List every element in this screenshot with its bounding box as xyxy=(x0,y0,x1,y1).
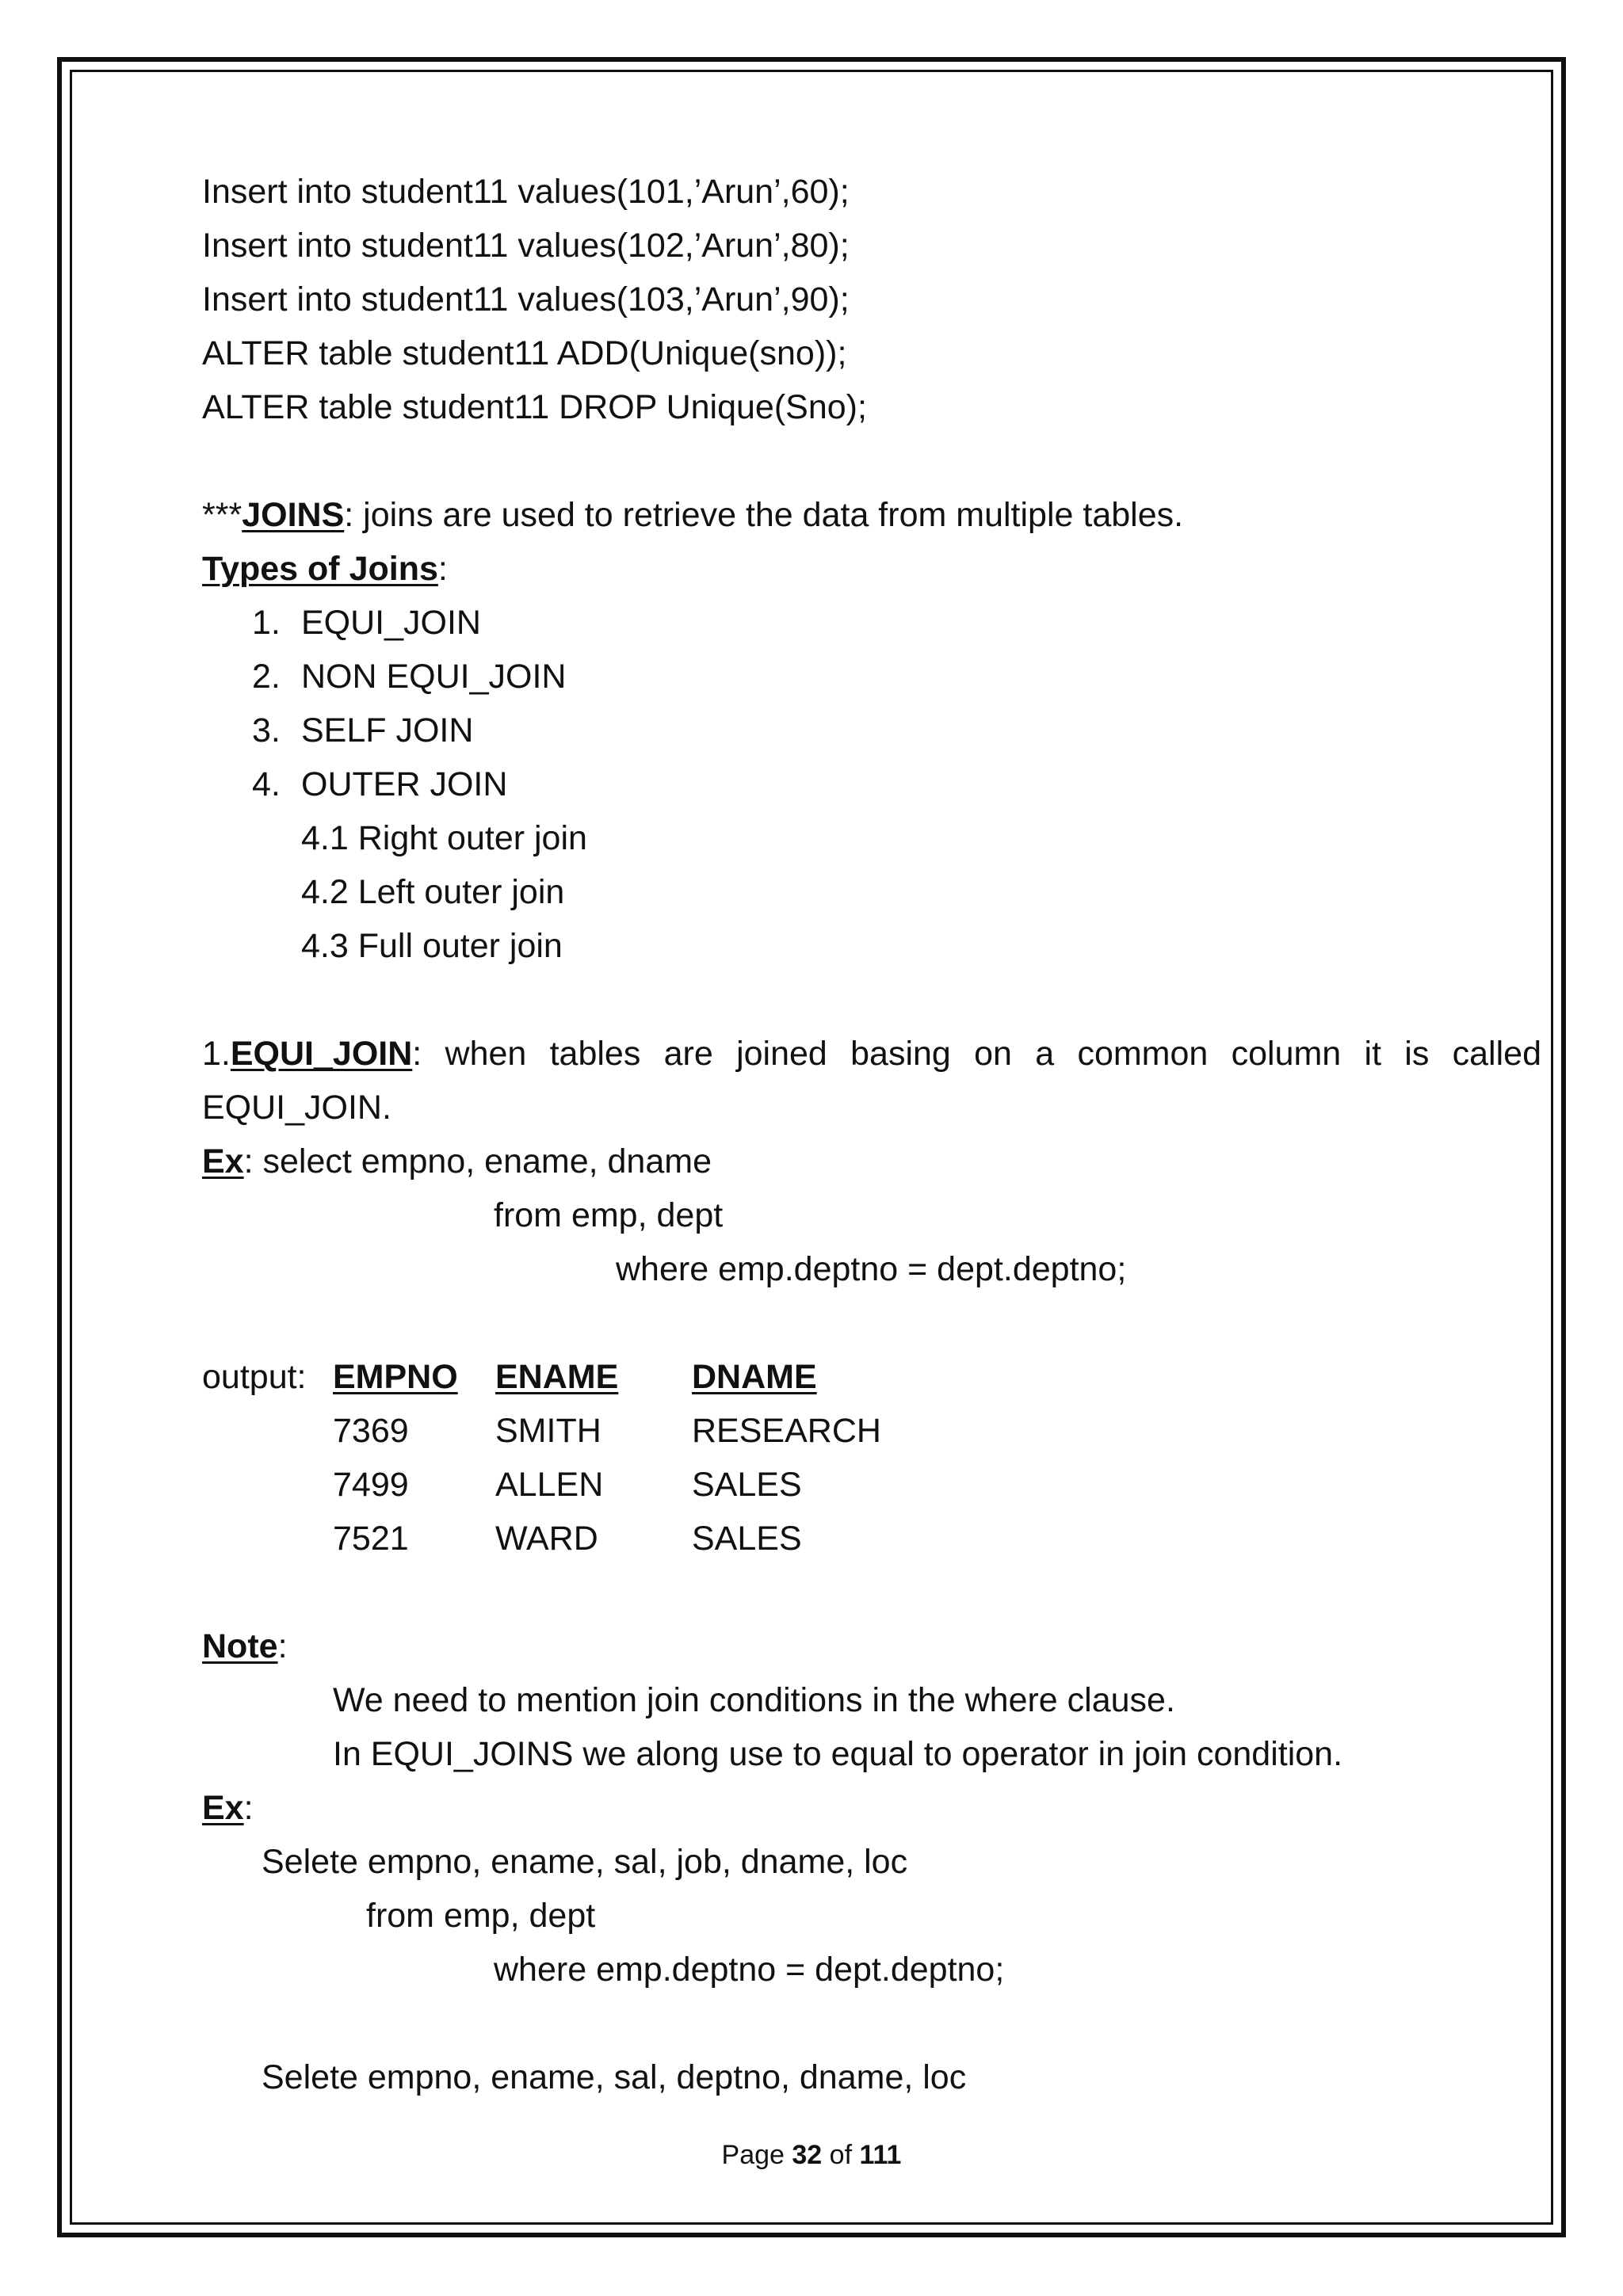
equi-join-definition: 1.EQUI_JOIN: when tables are joined basing on a common column it is called xyxy=(202,1035,1541,1073)
example2-heading: Ex: xyxy=(202,1789,254,1827)
column-header: ENAME xyxy=(495,1358,619,1396)
table-cell: 7369 xyxy=(333,1412,409,1450)
note-heading: Note: xyxy=(202,1627,288,1665)
list-item: 1. EQUI_JOIN xyxy=(252,604,481,642)
list-item: 2. NON EQUI_JOIN xyxy=(252,658,567,696)
equi-join-definition-cont: EQUI_JOIN. xyxy=(202,1089,391,1127)
example-where: where emp.deptno = dept.deptno; xyxy=(616,1250,1127,1288)
example3-select: Selete empno, ename, sal, deptno, dname, loc xyxy=(262,2058,967,2096)
example2-label: Ex xyxy=(202,1789,244,1827)
output-row xyxy=(202,1458,1541,1512)
sql-line: ALTER table student11 ADD(Unique(sno)); xyxy=(202,334,847,372)
list-item: 3. SELF JOIN xyxy=(252,711,474,749)
column-header: DNAME xyxy=(692,1358,817,1396)
output-row xyxy=(202,1512,1541,1566)
output-label: output: xyxy=(202,1358,307,1396)
sql-line: ALTER table student11 DROP Unique(Sno); xyxy=(202,388,867,426)
page-total: 111 xyxy=(859,2140,902,2170)
joins-term: JOINS xyxy=(242,496,345,534)
joins-definition-text: : joins are used to retrieve the data from multiple tables. xyxy=(344,496,1184,534)
note-label: Note xyxy=(202,1627,278,1665)
output-row xyxy=(202,1404,1541,1458)
note-line: In EQUI_JOINS we along use to equal to operator in join condition. xyxy=(333,1735,1343,1773)
example-from: from emp, dept xyxy=(494,1196,724,1234)
table-cell: WARD xyxy=(495,1520,598,1558)
column-header: EMPNO xyxy=(333,1358,458,1396)
example2-where: where emp.deptno = dept.deptno; xyxy=(494,1951,1005,1989)
sub-list-item: 4.2 Left outer join xyxy=(301,873,565,911)
equi-join-term: EQUI_JOIN xyxy=(230,1035,413,1073)
note-line: We need to mention join conditions in the where clause. xyxy=(333,1681,1175,1719)
example2-from: from emp, dept xyxy=(366,1897,596,1935)
sub-list-item: 4.3 Full outer join xyxy=(301,927,563,965)
example-select: Ex: select empno, ename, dname xyxy=(202,1142,712,1180)
output-header-row xyxy=(202,1350,1541,1404)
table-cell: SMITH xyxy=(495,1412,601,1450)
table-cell: ALLEN xyxy=(495,1466,604,1504)
table-cell: RESEARCH xyxy=(692,1412,881,1450)
sub-list-item: 4.1 Right outer join xyxy=(301,819,587,857)
page-footer: Page 32 of 111 xyxy=(721,2140,902,2170)
page-number: 32 xyxy=(792,2140,823,2170)
example-label: Ex xyxy=(202,1142,244,1180)
example2-select: Selete empno, ename, sal, job, dname, loc xyxy=(262,1843,908,1881)
types-of-joins-term: Types of Joins xyxy=(202,550,438,588)
sql-line: Insert into student11 values(103,’Arun’,90); xyxy=(202,280,850,318)
table-cell: 7499 xyxy=(333,1466,409,1504)
sql-line: Insert into student11 values(102,’Arun’,80); xyxy=(202,227,850,265)
table-cell: 7521 xyxy=(333,1520,409,1558)
table-cell: SALES xyxy=(692,1466,802,1504)
types-of-joins-heading: Types of Joins: xyxy=(202,550,448,588)
sql-line: Insert into student11 values(101,’Arun’,60); xyxy=(202,173,850,211)
page-content xyxy=(202,165,1541,2104)
joins-definition xyxy=(202,488,1541,542)
list-item: 4. OUTER JOIN xyxy=(252,765,508,803)
table-cell: SALES xyxy=(692,1520,802,1558)
joins-prefix: *** xyxy=(202,496,242,534)
